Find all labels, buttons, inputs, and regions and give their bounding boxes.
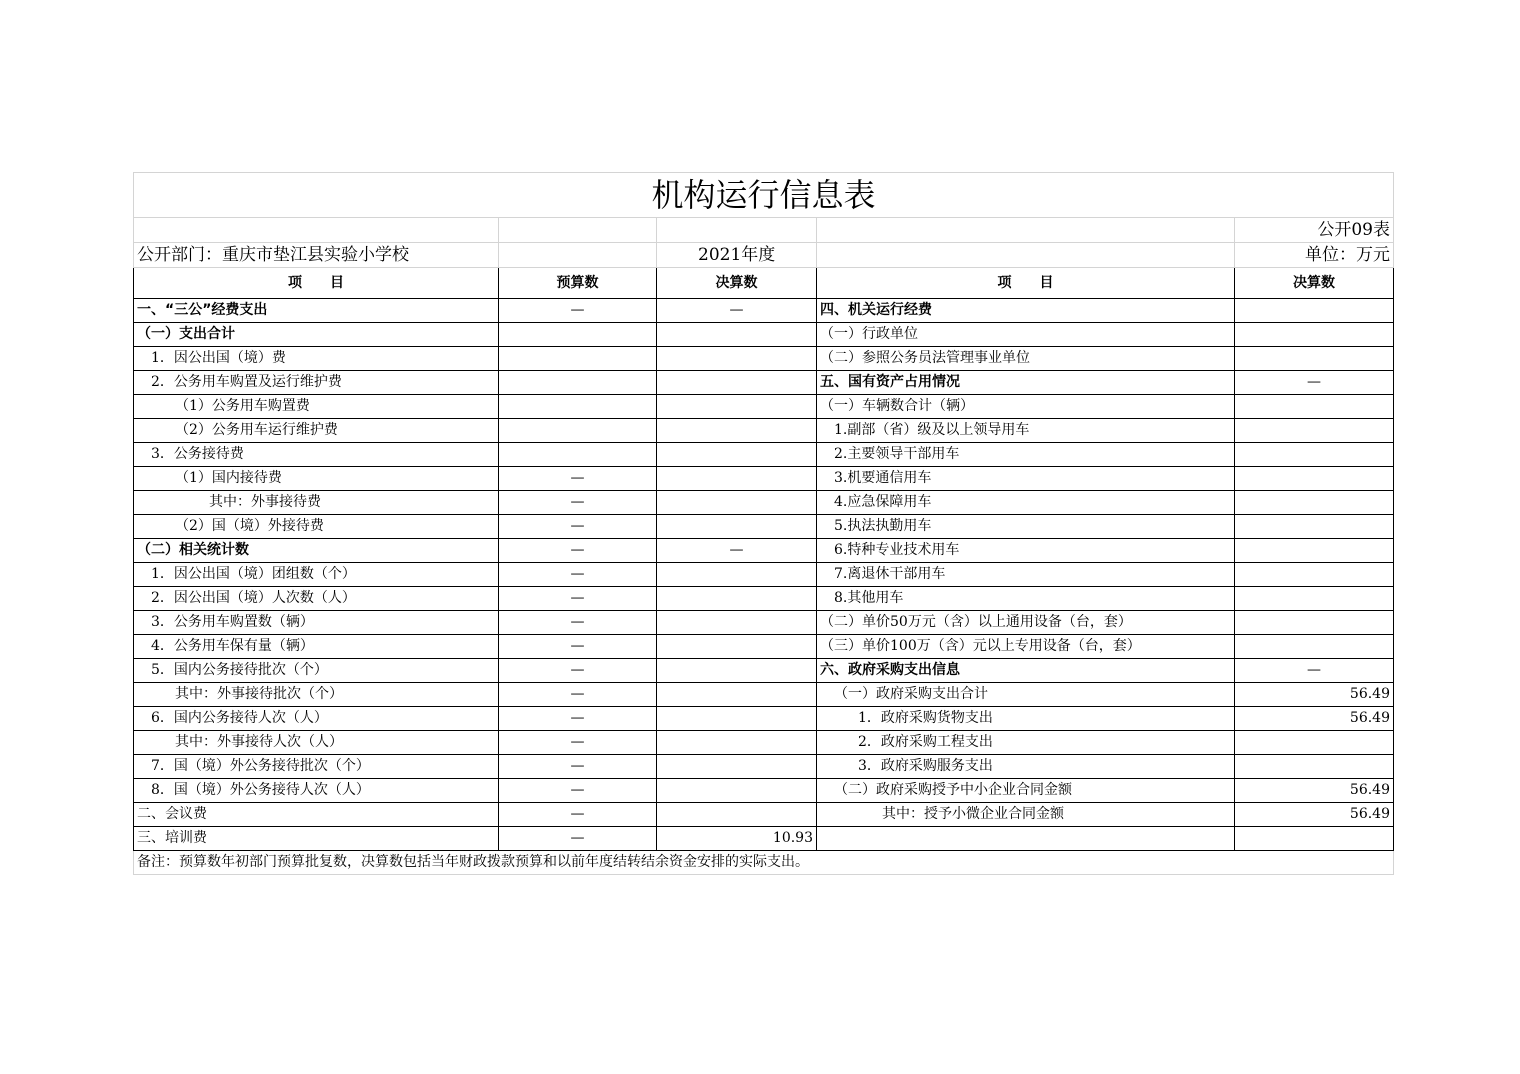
row-final-right-value [1235,467,1394,491]
row-item-right: 1．政府采购货物支出 [817,707,1235,731]
footnote: 备注：预算数年初部门预算批复数，决算数包括当年财政拨款预算和以前年度结转结余资金安排的实际支出。 [134,851,1394,875]
row-item-right: 4.应急保障用车 [817,491,1235,515]
table-row [134,539,1394,563]
row-budget-value: — [499,587,657,611]
row-item-right: 四、机关运行经费 [817,299,1235,323]
row-final-right-value [1235,515,1394,539]
table-row [134,587,1394,611]
row-final-value [657,443,817,467]
row-item-right: 8.其他用车 [817,587,1235,611]
row-budget-value: — [499,827,657,851]
row-item-left: 一、“三公”经费支出 [134,299,499,323]
row-item-left: （二）相关统计数 [134,539,499,563]
table-row [134,563,1394,587]
row-final-right-value [1235,299,1394,323]
table-row [134,731,1394,755]
table-row [134,707,1394,731]
row-final-right-value [1235,347,1394,371]
unit-label: 单位：万元 [1235,243,1394,268]
row-item-right: 六、政府采购支出信息 [817,659,1235,683]
row-item-right: 3．政府采购服务支出 [817,755,1235,779]
table-body [134,299,1394,851]
row-budget-value: — [499,755,657,779]
row-item-left: （1）国内接待费 [134,467,499,491]
row-budget-value: — [499,803,657,827]
row-budget-value: — [499,491,657,515]
row-item-right: （二）参照公务员法管理事业单位 [817,347,1235,371]
row-budget-value: — [499,659,657,683]
row-final-value [657,779,817,803]
row-item-left: 1．因公出国（境）团组数（个） [134,563,499,587]
info-table [133,172,1394,875]
row-budget-value: — [499,707,657,731]
row-final-right-value [1235,635,1394,659]
row-item-left: 三、培训费 [134,827,499,851]
row-budget-value [499,371,657,395]
row-final-value [657,467,817,491]
row-budget-value: — [499,779,657,803]
table-row [134,323,1394,347]
row-item-right: 7.离退休干部用车 [817,563,1235,587]
row-item-right: 6.特种专业技术用车 [817,539,1235,563]
table-row [134,515,1394,539]
row-item-left: 3．公务用车购置数（辆） [134,611,499,635]
row-item-left: （一）支出合计 [134,323,499,347]
header-final: 决算数 [657,268,817,299]
row-final-value [657,371,817,395]
row-final-value [657,323,817,347]
department-label: 公开部门：重庆市垫江县实验小学校 [134,243,499,268]
row-item-left: 其中：外事接待费 [134,491,499,515]
table-row [134,611,1394,635]
table-row [134,395,1394,419]
table-row [134,683,1394,707]
row-budget-value: — [499,731,657,755]
row-final-value [657,419,817,443]
table-row [134,371,1394,395]
row-final-right-value [1235,563,1394,587]
row-item-left: 其中：外事接待人次（人） [134,731,499,755]
row-budget-value: — [499,563,657,587]
row-item-left: 3．公务接待费 [134,443,499,467]
row-item-left: 4．公务用车保有量（辆） [134,635,499,659]
row-item-right: 2.主要领导干部用车 [817,443,1235,467]
row-budget-value [499,443,657,467]
row-budget-value: — [499,683,657,707]
row-final-value [657,611,817,635]
row-final-right-value [1235,587,1394,611]
row-final-value [657,635,817,659]
row-final-value: 10.93 [657,827,817,851]
row-budget-value [499,323,657,347]
row-item-right: 五、国有资产占用情况 [817,371,1235,395]
row-item-right: （二）单价50万元（含）以上通用设备（台，套） [817,611,1235,635]
row-item-left: （1）公务用车购置费 [134,395,499,419]
table-row [134,419,1394,443]
row-item-right: （一）车辆数合计（辆） [817,395,1235,419]
row-item-left: 5．国内公务接待批次（个） [134,659,499,683]
year-label: 2021年度 [698,245,776,265]
row-final-right-value: 56.49 [1235,683,1394,707]
row-item-left: 6．国内公务接待人次（人） [134,707,499,731]
row-final-value: — [657,539,817,563]
row-budget-value: — [499,611,657,635]
row-item-left: （2）国（境）外接待费 [134,515,499,539]
row-final-right-value [1235,611,1394,635]
table-row [134,827,1394,851]
table-row [134,803,1394,827]
row-budget-value: — [499,539,657,563]
row-budget-value [499,419,657,443]
header-item-right: 项 目 [817,268,1235,299]
row-item-right: 其中：授予小微企业合同金额 [817,803,1235,827]
row-final-value [657,683,817,707]
row-final-right-value: 56.49 [1235,803,1394,827]
row-item-left: 7．国（境）外公务接待批次（个） [134,755,499,779]
table-row [134,467,1394,491]
row-final-value: — [657,299,817,323]
row-final-right-value [1235,323,1394,347]
row-item-left: 其中：外事接待批次（个） [134,683,499,707]
row-final-right-value [1235,443,1394,467]
table-row [134,299,1394,323]
row-final-value [657,587,817,611]
header-item: 项 目 [134,268,499,299]
row-final-value [657,659,817,683]
row-item-right: （二）政府采购授予中小企业合同金额 [817,779,1235,803]
table-row [134,659,1394,683]
row-final-right-value [1235,755,1394,779]
row-item-right: 2．政府采购工程支出 [817,731,1235,755]
row-item-left: 2．因公出国（境）人次数（人） [134,587,499,611]
row-budget-value: — [499,635,657,659]
row-budget-value [499,347,657,371]
row-final-right-value [1235,419,1394,443]
row-final-value [657,803,817,827]
header-budget: 预算数 [499,268,657,299]
table-row [134,491,1394,515]
row-item-right: （一）政府采购支出合计 [817,683,1235,707]
row-final-right-value [1235,395,1394,419]
row-final-right-value [1235,491,1394,515]
table-row [134,779,1394,803]
row-item-left: 8．国（境）外公务接待人次（人） [134,779,499,803]
row-final-right-value: 56.49 [1235,779,1394,803]
row-final-value [657,755,817,779]
table-row [134,635,1394,659]
row-budget-value: — [499,515,657,539]
row-final-value [657,731,817,755]
row-final-right-value: — [1235,371,1394,395]
row-item-right [817,827,1235,851]
row-item-left: 二、会议费 [134,803,499,827]
row-budget-value: — [499,299,657,323]
table-row [134,443,1394,467]
row-final-value [657,563,817,587]
form-code: 公开09表 [1235,218,1394,243]
row-final-right-value [1235,827,1394,851]
row-final-value [657,707,817,731]
table-row [134,755,1394,779]
row-item-right: 1.副部（省）级及以上领导用车 [817,419,1235,443]
row-item-right: （一）行政单位 [817,323,1235,347]
row-final-right-value [1235,731,1394,755]
page-title: 机构运行信息表 [134,173,1394,218]
row-final-right-value [1235,539,1394,563]
row-final-value [657,491,817,515]
report-sheet [133,172,1393,875]
row-item-right: 3.机要通信用车 [817,467,1235,491]
row-item-left: 2．公务用车购置及运行维护费 [134,371,499,395]
row-item-right: 5.执法执勤用车 [817,515,1235,539]
row-final-right-value: — [1235,659,1394,683]
row-final-value [657,347,817,371]
row-final-value [657,395,817,419]
row-item-right: （三）单价100万（含）元以上专用设备（台，套） [817,635,1235,659]
table-header [134,268,1394,299]
table-row [134,347,1394,371]
row-final-right-value: 56.49 [1235,707,1394,731]
row-final-value [657,515,817,539]
row-budget-value: — [499,467,657,491]
header-final-right: 决算数 [1235,268,1394,299]
row-item-left: （2）公务用车运行维护费 [134,419,499,443]
row-item-left: 1．因公出国（境）费 [134,347,499,371]
row-budget-value [499,395,657,419]
